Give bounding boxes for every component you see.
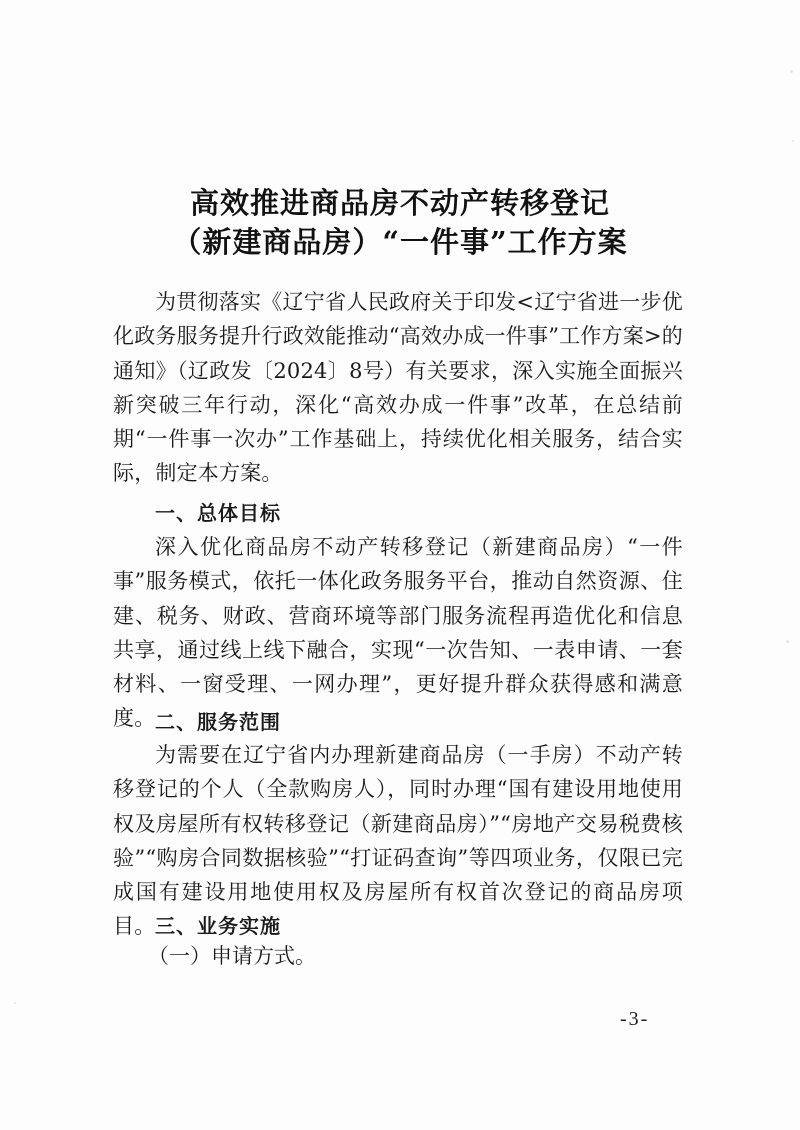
section-heading-implementation: 三、业务实施 — [155, 914, 281, 938]
goals-paragraph: 深入优化商品房不动产转移登记（新建商品房）“一件事”服务模式，依托一体化政务服务平台，推动自然资源、住建、税务、财政、营商环境等部门服务流程再造优化和信息共享，通过线上线下融合，实现“一次告知、一表申请、一套材料、一窗受理、一网办理”，更好提升群众获得感和满意度。 — [113, 535, 683, 731]
scan-speck — [790, 70, 793, 73]
scan-speck — [792, 140, 794, 142]
document-title-line1: 高效推进商品房不动产转移登记 — [189, 186, 610, 220]
intro-paragraph: 为贯彻落实《辽宁省人民政府关于印发<辽宁省进一步优化政务服务提升行政效能推动“高效办成一件事”工作方案>的通知》（辽政发〔2024〕8号）有关要求，深入实施全面振兴新突破三年行动，深化“高效办成一件事”改革，在总结前期“一件事一次办”工作基础上，持续优化相关服务，结合实际，制定本方案。 — [113, 290, 683, 486]
goals-paragraph-block — [113, 530, 683, 736]
scan-speck — [14, 1002, 16, 1004]
section-heading-scope: 二、服务范围 — [155, 710, 281, 734]
section-heading-goals: 一、总体目标 — [155, 501, 281, 525]
scope-paragraph: 为需要在辽宁省内办理新建商品房（一手房）不动产转移登记的个人（全款购房人），同时办理“国有建设用地使用权及房屋所有权转移登记（新建商品房）”“房地产交易税费核验”“购房合同数据核验”“打证码查询”等四项业务，仅限已完成国有建设用地使用权及房屋所有权首次登记的商品房项目。 — [113, 743, 683, 939]
page-number: -3- — [620, 1008, 650, 1030]
scan-speck — [786, 640, 789, 643]
document-title-line2: （新建商品房）“一件事”工作方案 — [172, 225, 628, 259]
subsection-heading-application: （一）申请方式。 — [148, 944, 316, 968]
intro-paragraph-block — [113, 285, 683, 491]
